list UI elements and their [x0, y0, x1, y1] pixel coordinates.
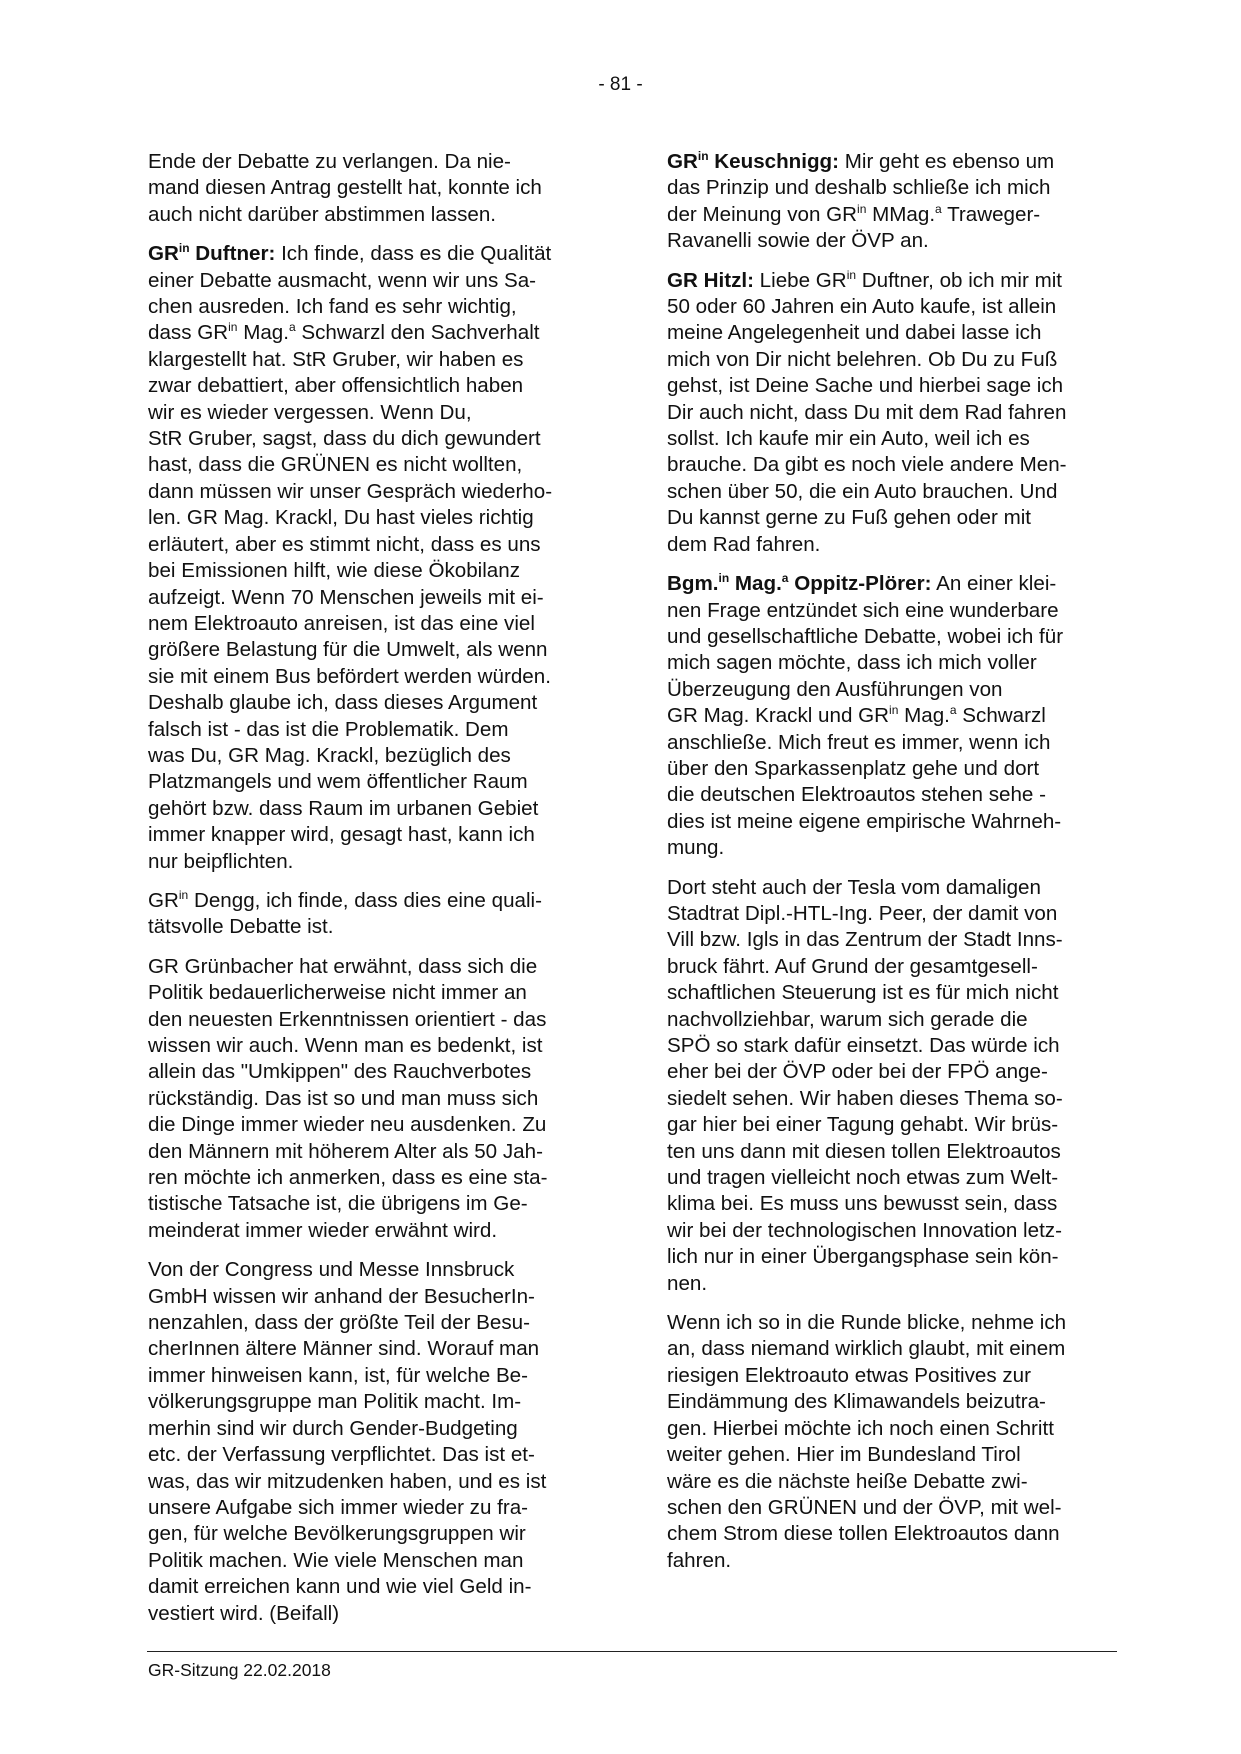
text-line: dem Rad fahren. — [667, 532, 821, 556]
text-line: meine Angelegenheit und dabei lasse ich — [667, 321, 1042, 345]
text-line: fahren. — [667, 1548, 732, 1572]
text-line: damit erreichen kann und wie viel Geld in- — [148, 1575, 532, 1599]
text-line: der Meinung von $GR^{in}$ MMag.$^a$ Traweger- — [667, 201, 1041, 226]
text-line: auch nicht darüber abstimmen lassen. — [148, 202, 496, 226]
text-line: einer Debatte ausmacht, wenn wir uns Sa- — [148, 268, 537, 292]
text-line: den Männern mit höherem Alter als 50 Jah- — [148, 1139, 543, 1163]
text-line: gen, für welche Bevölkerungsgruppen wir — [148, 1522, 526, 1546]
text-line: den neuesten Erkenntnissen orientiert - das — [148, 1007, 547, 1031]
text-line: nenzahlen, dass der größte Teil der Besu- — [148, 1311, 530, 1335]
text-line: und tragen vielleicht noch etwas zum Welt- — [667, 1166, 1059, 1190]
text-line: Du kannst gerne zu Fuß gehen oder mit — [667, 506, 1032, 530]
text-line: klima bei. Es muss uns bewusst sein, dass — [667, 1192, 1058, 1216]
text-line: die Dinge immer wieder neu ausdenken. Zu — [148, 1113, 547, 1137]
text-line: brauche. Da gibt es noch viele andere Men- — [667, 453, 1067, 477]
left-column — [148, 149, 596, 1640]
text-line: lich nur in einer Übergangsphase sein kön- — [667, 1245, 1059, 1269]
text-line: was, das wir mitzudenken haben, und es ist — [148, 1469, 547, 1493]
right-column — [667, 149, 1115, 1587]
text-line: mung. — [667, 836, 725, 860]
paragraph — [667, 875, 1115, 1298]
text-line: sie mit einem Bus befördert werden würden. — [148, 664, 551, 688]
text-line: sollst. Ich kaufe mir ein Auto, weil ich es — [667, 427, 1030, 451]
text-line: meinderat immer wieder erwähnt wird. — [148, 1218, 498, 1242]
text-line: größere Belastung für die Umwelt, als wenn — [148, 638, 548, 662]
text-line: zwar debattiert, aber offensichtlich haben — [148, 374, 524, 398]
text-line: nachvollziehbar, warum sich gerade die — [667, 1007, 1028, 1031]
speaker-name: $GR^{in}$ Keuschnigg: — [667, 149, 839, 173]
page-number: - 81 - — [598, 74, 643, 95]
text-line: bei Emissionen hilft, wie diese Ökobilanz — [148, 559, 521, 583]
text-line: Dort steht auch der Tesla vom damaligen — [667, 875, 1041, 899]
text-line: GR Grünbacher hat erwähnt, dass sich die — [148, 954, 538, 978]
text-line: und gesellschaftliche Debatte, wobei ich für — [667, 624, 1064, 648]
text-line: chem Strom diese tollen Elektroautos dann — [667, 1522, 1060, 1546]
text-line: 50 oder 60 Jahren ein Auto kaufe, ist allein — [667, 295, 1057, 319]
text-line: mich sagen möchte, dass ich mich voller — [667, 651, 1037, 675]
text-line: allein das "Umkippen" des Rauchverbotes — [148, 1060, 532, 1084]
text-line: das Prinzip und deshalb schließe ich mich — [667, 176, 1051, 200]
text-line: was Du, GR Mag. Krackl, bezüglich des — [148, 743, 511, 767]
text-line: etc. der Verfassung verpflichtet. Das ist et- — [148, 1443, 535, 1467]
text-line: unsere Aufgabe sich immer wieder zu fra- — [148, 1495, 529, 1519]
text-line: Eindämmung des Klimawandels beizutra- — [667, 1390, 1046, 1414]
text-line: aufzeigt. Wenn 70 Menschen jeweils mit ei- — [148, 585, 544, 609]
paragraph — [148, 954, 596, 1244]
paragraph — [148, 149, 596, 228]
text-line: GR Mag. Krackl und $GR^{in}$ Mag.$^a$ Schwarzl — [667, 703, 1046, 728]
text-line: wäre es die nächste heiße Debatte zwi- — [667, 1469, 1028, 1493]
text-line: anschließe. Mich freut es immer, wenn ich — [667, 730, 1051, 754]
text-line: vestiert wird. (Beifall) — [148, 1601, 340, 1625]
text-line: $GR^{in}$ Dengg, ich finde, dass dies eine quali- — [148, 888, 542, 912]
text-line: Vill bzw. Igls in das Zentrum der Stadt Inns- — [667, 928, 1063, 952]
text-line: riesigen Elektroauto etwas Positives zur — [667, 1363, 1031, 1387]
text-line: völkerungsgruppe man Politik macht. Im- — [148, 1390, 522, 1414]
text-line: siedelt sehen. Wir haben dieses Thema so- — [667, 1086, 1063, 1110]
text-line: die deutschen Elektroautos stehen sehe - — [667, 783, 1046, 807]
text-line: hast, dass die GRÜNEN es nicht wollten, — [148, 453, 523, 477]
text-line: dies ist meine eigene empirische Wahrneh- — [667, 809, 1062, 833]
text-line: cherInnen ältere Männer sind. Worauf man — [148, 1337, 540, 1361]
text-line: an, dass niemand wirklich glaubt, mit einem — [667, 1337, 1066, 1361]
text-line: len. GR Mag. Krackl, Du hast vieles richtig — [148, 506, 534, 530]
text-line: gar hier bei einer Tagung gehabt. Wir brüs- — [667, 1113, 1059, 1137]
text-line: Stadtrat Dipl.-HTL-Ing. Peer, der damit von — [667, 901, 1058, 925]
text-line: weiter gehen. Hier im Bundesland Tirol — [667, 1443, 1021, 1467]
paragraph — [148, 1257, 596, 1627]
text-line: schen den GRÜNEN und der ÖVP, mit wel- — [667, 1495, 1062, 1519]
text-line: ren möchte ich anmerken, dass es eine sta- — [148, 1166, 548, 1190]
text-line: Bgm.$^{in}$ Mag.$^a$ Oppitz-Plörer: An einer klei- — [667, 571, 1057, 596]
text-line: Von der Congress und Messe Innsbruck — [148, 1258, 515, 1282]
text-line: nen. — [667, 1271, 708, 1295]
text-line: dann müssen wir unser Gespräch wiederho- — [148, 479, 553, 503]
text-line: chen ausreden. Ich fand es sehr wichtig, — [148, 295, 517, 319]
text-line: $GR^{in}$ Keuschnigg: Mir geht es ebenso um — [667, 149, 1055, 173]
paragraph — [667, 268, 1115, 558]
text-line: GR Hitzl: Liebe $GR^{in}$ Duftner, ob ich mir mit — [667, 267, 1063, 292]
text-line: schen über 50, die ein Auto brauchen. Und — [667, 479, 1058, 503]
text-line: Deshalb glaube ich, dass dieses Argument — [148, 691, 538, 715]
text-line: mand diesen Antrag gestellt hat, konnte ich — [148, 176, 542, 200]
text-line: ten uns dann mit diesen tollen Elektroautos — [667, 1139, 1061, 1163]
text-line: nem Elektroauto anreisen, ist das eine viel — [148, 611, 535, 635]
text-line: gehört bzw. dass Raum im urbanen Gebiet — [148, 796, 539, 820]
speaker-name: $GR^{in}$ Duftner: — [148, 241, 276, 266]
speaker-name: Bgm.$^{in}$ Mag.$^a$ Oppitz-Plörer: — [667, 571, 932, 596]
text-line: Wenn ich so in die Runde blicke, nehme ich — [667, 1311, 1067, 1335]
paragraph — [667, 1310, 1115, 1574]
text-line: tistische Tatsache ist, die übrigens im Ge- — [148, 1192, 528, 1216]
footer-session-date: GR-Sitzung 22.02.2018 — [148, 1660, 331, 1680]
text-line: eher bei der ÖVP oder bei der FPÖ ange- — [667, 1060, 1048, 1084]
text-line: tätsvolle Debatte ist. — [148, 915, 334, 939]
text-line: Ende der Debatte zu verlangen. Da nie- — [148, 150, 511, 173]
text-line: immer knapper wird, gesagt hast, kann ich — [148, 823, 535, 847]
paragraph — [148, 888, 596, 941]
footer-divider — [147, 1651, 1117, 1652]
text-line: gen. Hierbei möchte ich noch einen Schritt — [667, 1416, 1054, 1440]
text-line: Politik bedauerlicherweise nicht immer an — [148, 981, 527, 1005]
text-line: Ravanelli sowie der ÖVP an. — [667, 229, 929, 253]
text-line: wir bei der technologischen Innovation letz- — [667, 1218, 1062, 1242]
text-line: falsch ist - das ist die Problematik. Dem — [148, 717, 509, 741]
text-line: Dir auch nicht, dass Du mit dem Rad fahren — [667, 400, 1067, 424]
speaker-name: GR Hitzl: — [667, 268, 754, 292]
paragraph — [667, 149, 1115, 255]
paragraph — [667, 571, 1115, 861]
text-line: Politik machen. Wie viele Menschen man — [148, 1548, 524, 1572]
text-line: nen Frage entzündet sich eine wunderbare — [667, 598, 1059, 622]
text-line: rückständig. Das ist so und man muss sich — [148, 1086, 539, 1110]
text-line: StR Gruber, sagst, dass du dich gewundert — [148, 427, 541, 451]
text-line: wissen wir auch. Wenn man es bedenkt, ist — [148, 1034, 543, 1057]
text-line: dass $GR^{in}$ Mag.$^a$ Schwarzl den Sachverhalt — [148, 320, 540, 345]
text-line: bruck fährt. Auf Grund der gesamtgesell- — [667, 954, 1038, 978]
text-line: $GR^{in}$ Duftner: Ich finde, dass es die Qualität — [148, 241, 552, 266]
text-line: erläutert, aber es stimmt nicht, dass es uns — [148, 532, 541, 556]
text-line: schaftlichen Steuerung ist es für mich nicht — [667, 981, 1059, 1005]
text-line: Überzeugung den Ausführungen von — [667, 677, 1003, 701]
text-line: Platzmangels und wem öffentlicher Raum — [148, 770, 528, 794]
text-line: merhin sind wir durch Gender-Budgeting — [148, 1416, 518, 1440]
text-line: klargestellt hat. StR Gruber, wir haben es — [148, 347, 524, 371]
text-line: über den Sparkassenplatz gehe und dort — [667, 756, 1040, 780]
text-line: nur beipflichten. — [148, 849, 294, 873]
text-line: immer hinweisen kann, ist, für welche Be- — [148, 1363, 528, 1387]
paragraph — [148, 241, 596, 875]
text-line: GmbH wissen wir anhand der BesucherIn- — [148, 1284, 535, 1308]
text-line: gehst, ist Deine Sache und hierbei sage ich — [667, 374, 1064, 398]
text-line: SPÖ so stark dafür einsetzt. Das würde ich — [667, 1034, 1060, 1057]
text-line: mich von Dir nicht belehren. Ob Du zu Fuß — [667, 347, 1058, 371]
text-line: wir es wieder vergessen. Wenn Du, — [148, 400, 472, 424]
